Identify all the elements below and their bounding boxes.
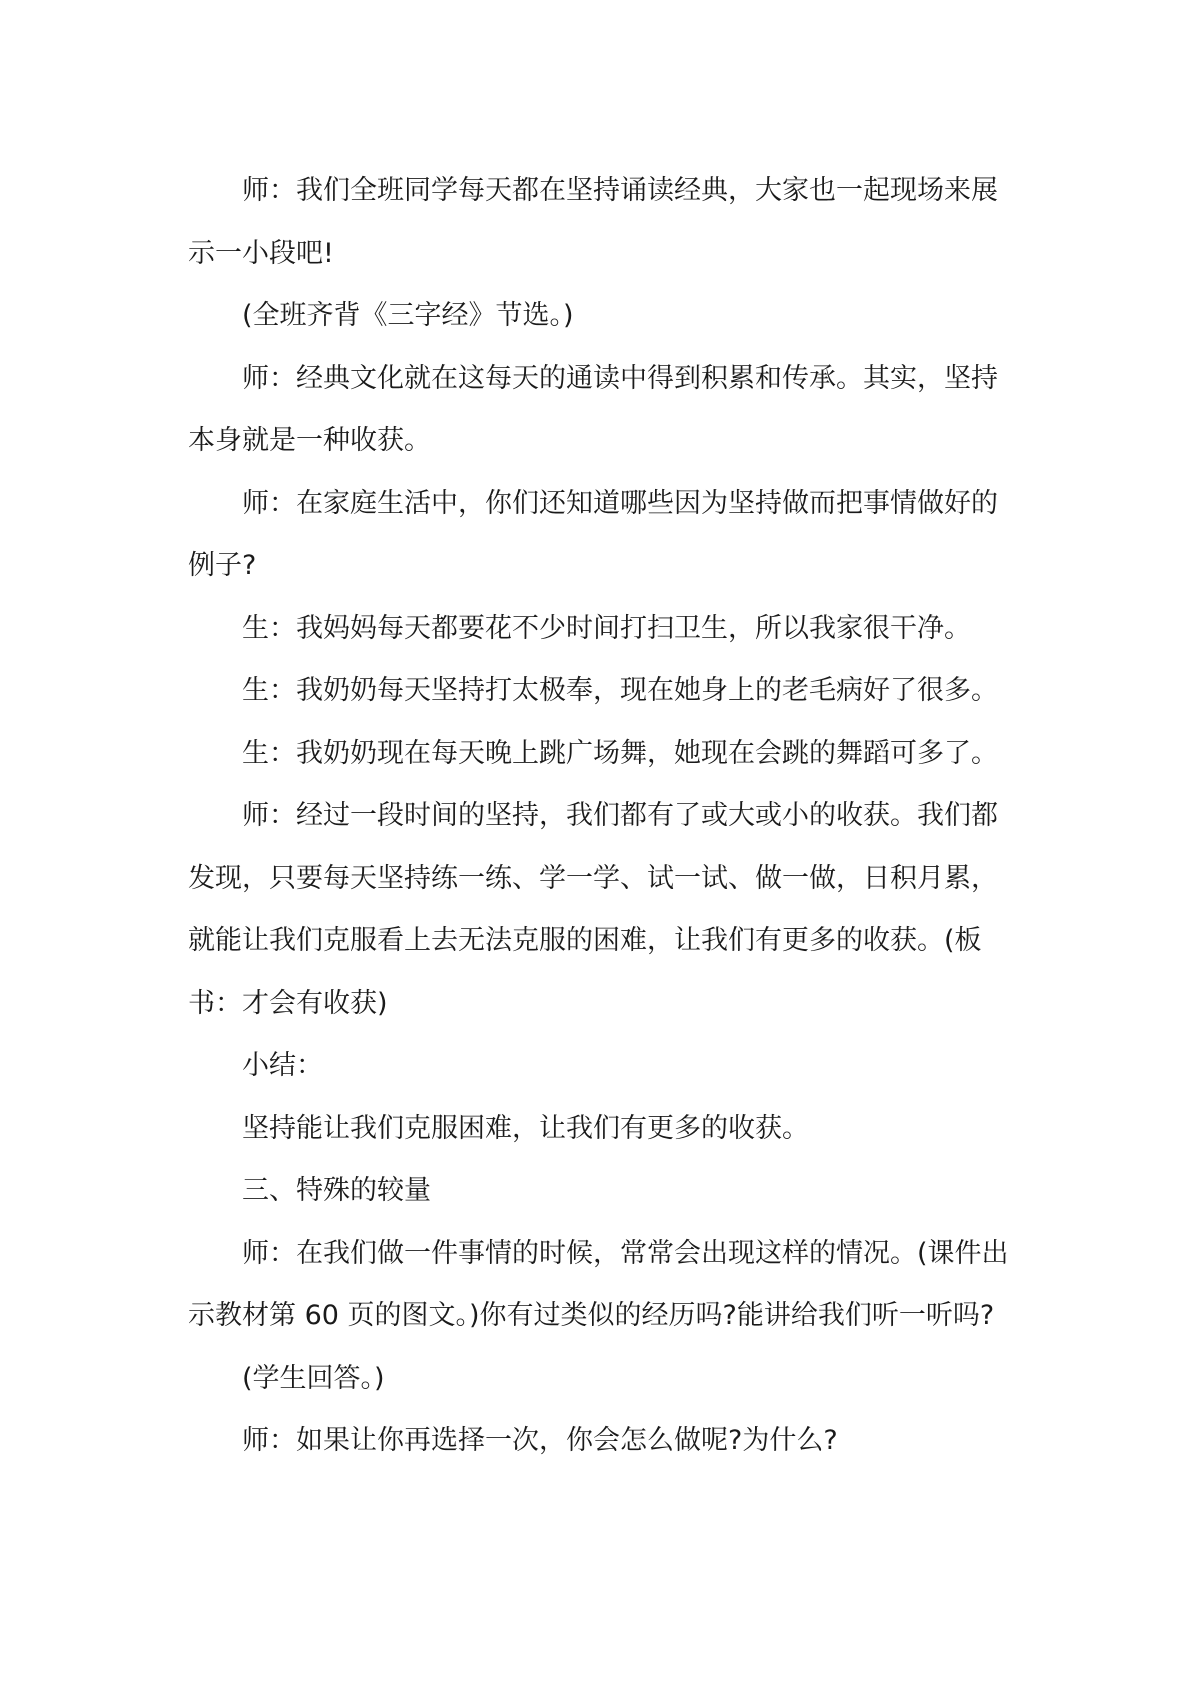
paragraph-student-1: 生：我妈妈每天都要花不少时间打扫卫生，所以我家很干净。	[242, 612, 971, 644]
paragraph-teacher-summary: 师：经过一段时间的坚持，我们都有了或大或小的收获。我们都发现，只要每天坚持练一练、学一学、试一试、做一做，日积月累，就能让我们克服看上去无法克服的困难，让我们有更多的收获。(板书：才会有收获)	[188, 800, 998, 1019]
section-heading: 三、特殊的较量	[242, 1175, 431, 1206]
paragraph-student-3: 生：我奶奶现在每天晚上跳广场舞，她现在会跳的舞蹈可多了。	[242, 737, 998, 769]
paragraph-teacher-recite: 师：我们全班同学每天都在坚持诵读经典，大家也一起现场来展示一小段吧!	[188, 175, 998, 269]
document-body	[188, 160, 1021, 1473]
paragraph-teacher-choice: 师：如果让你再选择一次，你会怎么做呢?为什么?	[242, 1425, 838, 1456]
paragraph-student-2: 生：我奶奶每天坚持打太极奉，现在她身上的老毛病好了很多。	[242, 675, 998, 706]
paragraph-summary-text: 坚持能让我们克服困难，让我们有更多的收获。	[242, 1112, 809, 1144]
paragraph-class-recite: (全班齐背《三字经》节选。)	[242, 300, 574, 331]
paragraph-teacher-question: 师：在家庭生活中，你们还知道哪些因为坚持做而把事情做好的例子?	[188, 487, 998, 581]
paragraph-summary-heading: 小结：	[242, 1050, 323, 1081]
paragraph-teacher-situation: 师：在我们做一件事情的时候，常常会出现这样的情况。(课件出示教材第 60 页的图文。)你有过类似的经历吗?能讲给我们听一听吗?	[188, 1237, 1009, 1331]
paragraph-student-answer: (学生回答。)	[242, 1362, 385, 1394]
paragraph-teacher-classics: 师：经典文化就在这每天的通读中得到积累和传承。其实，坚持本身就是一种收获。	[188, 362, 998, 456]
